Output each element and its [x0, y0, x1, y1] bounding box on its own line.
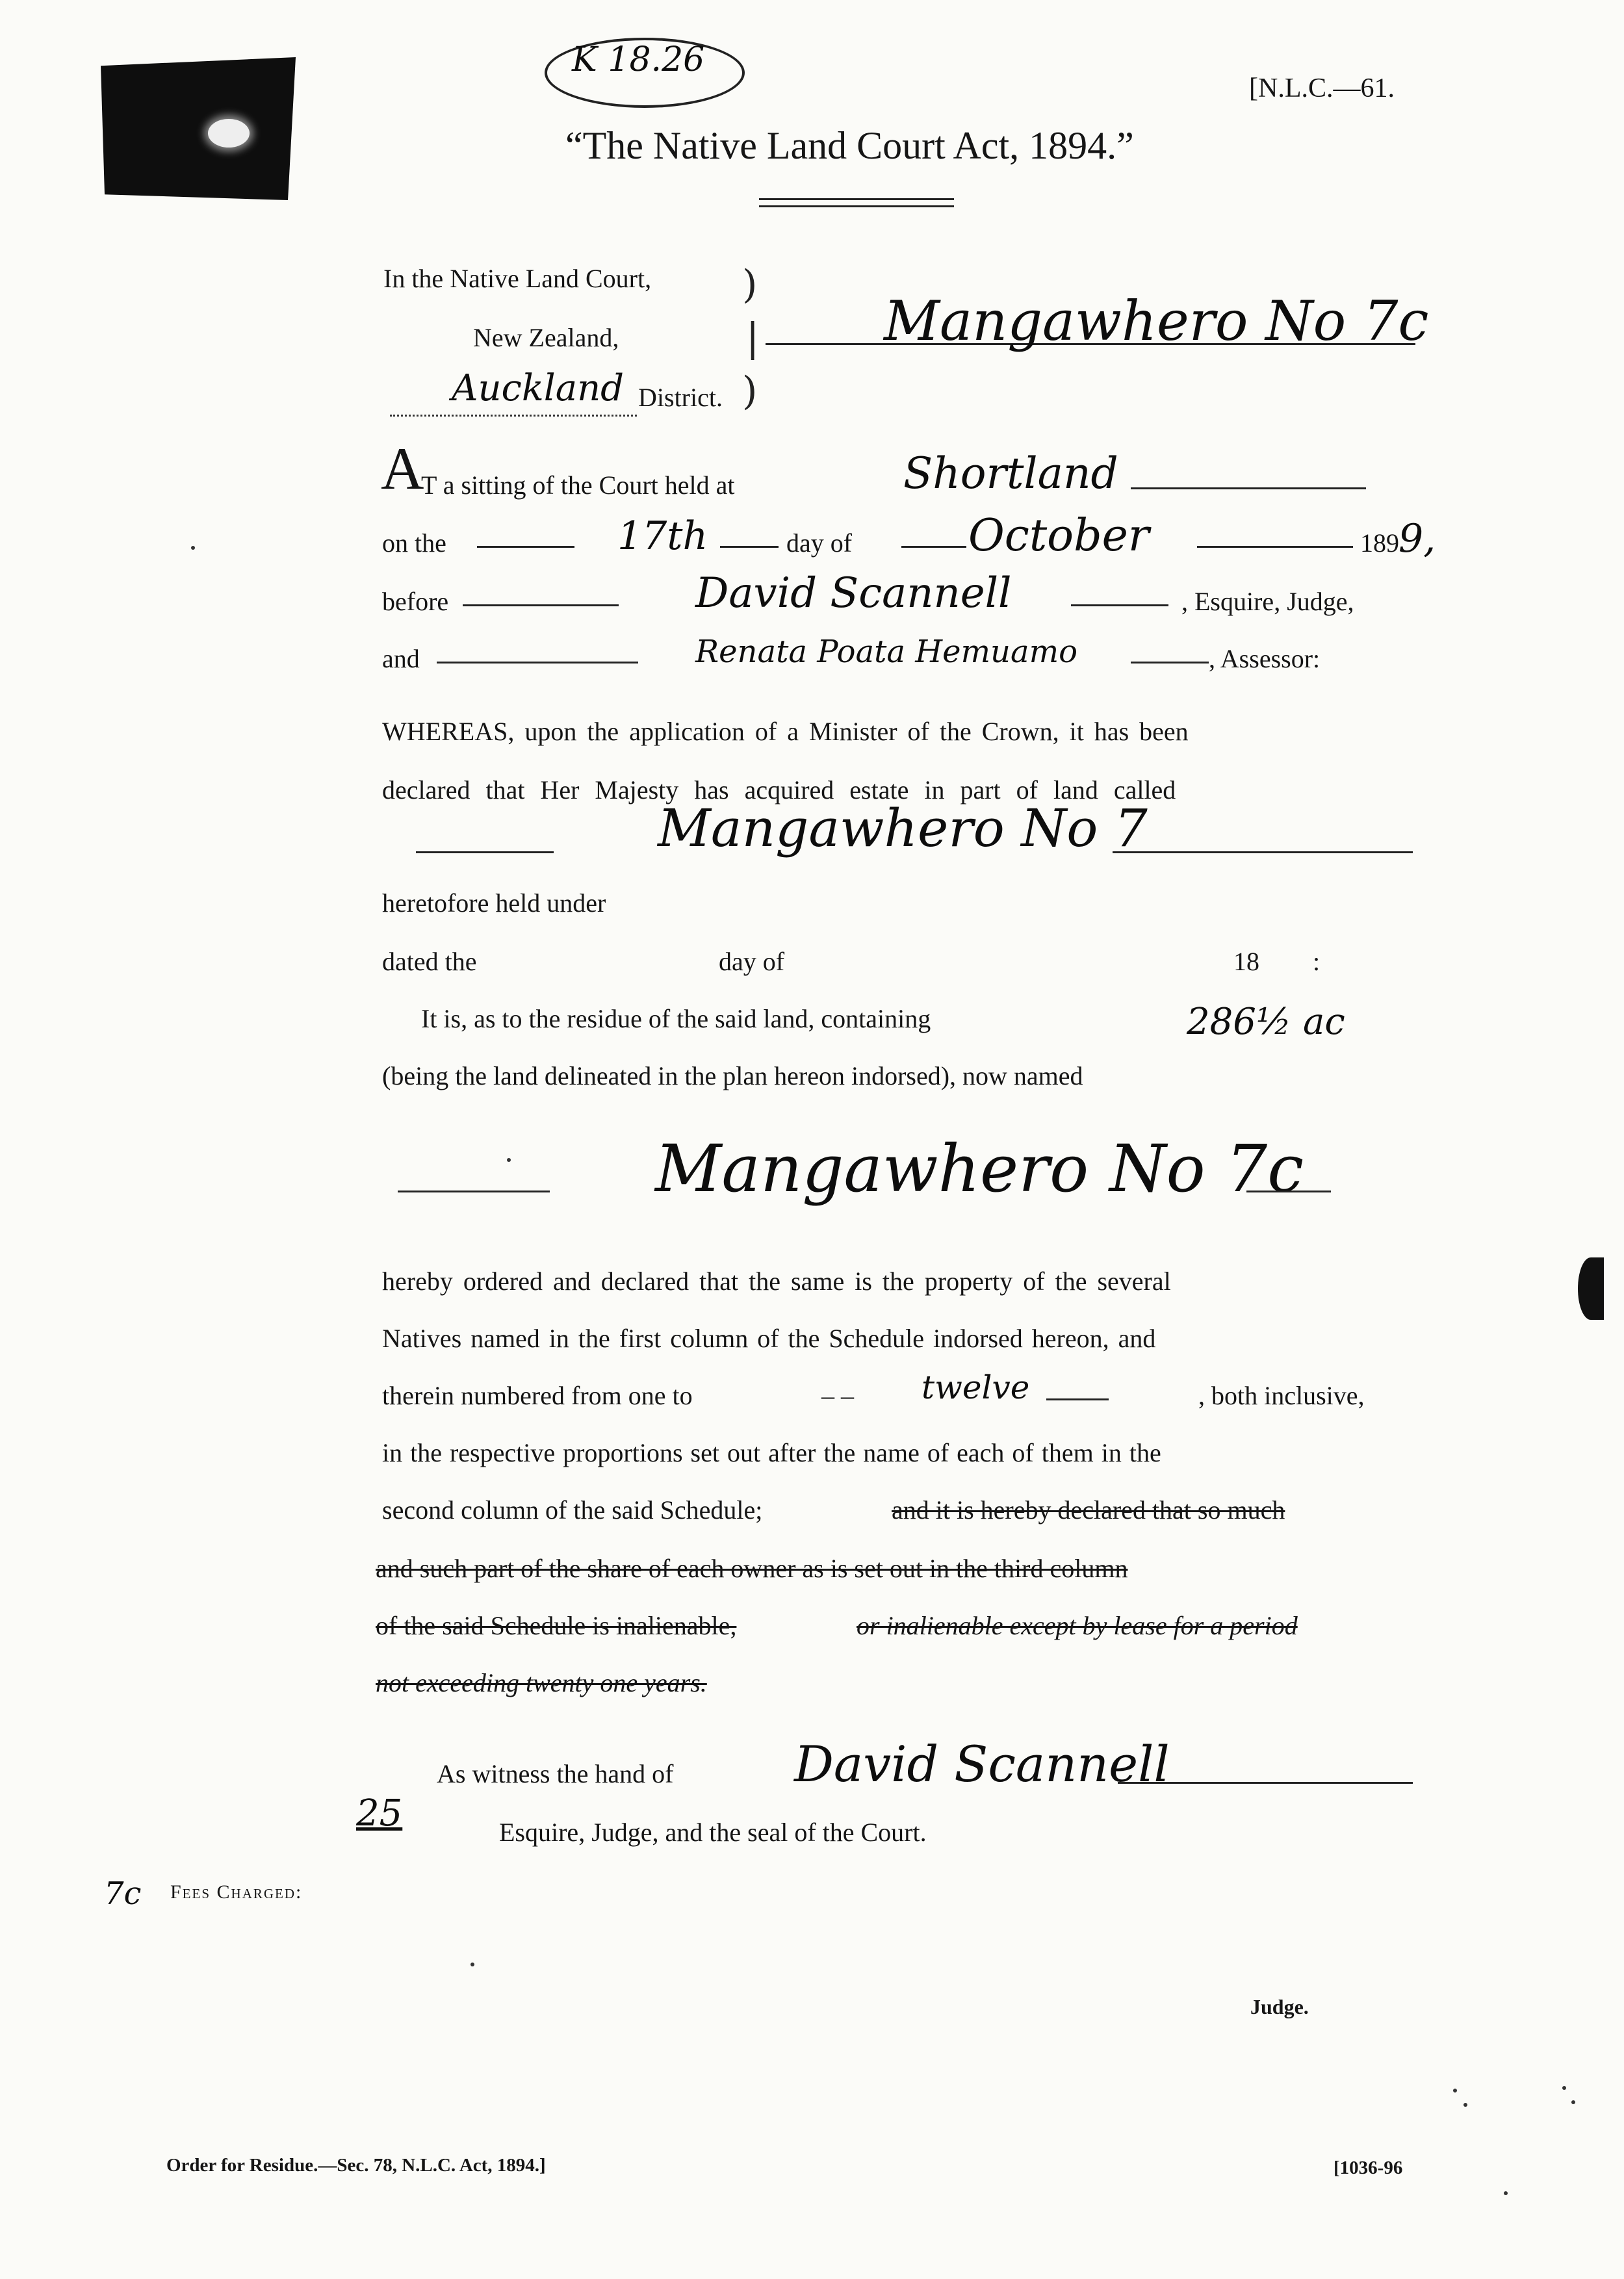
assessor-label: , Assessor: [1209, 644, 1321, 673]
judge-line-left [463, 604, 619, 606]
and-label: and [382, 644, 420, 673]
footer-left: Order for Residue.—Sec. 78, N.L.C. Act, 1894.] [166, 2155, 546, 2176]
area-value: 286½ ac [1187, 1001, 1345, 1043]
therein-dash: – – [821, 1381, 854, 1410]
court-line-1: In the Native Land Court, [383, 264, 652, 293]
assessor-line-left [437, 662, 638, 663]
struck-text-1: and it is hereby declared that so much [892, 1495, 1285, 1525]
dated-colon: : [1313, 947, 1321, 976]
struck-text-4: not exceeding twenty one years. [376, 1668, 707, 1697]
hereby-line-2: Natives named in the first column of the Schedule indorsed hereon, and [382, 1324, 1156, 1353]
sitting-lead: T a sitting of the Court held at [421, 470, 735, 500]
district-name: Auckland [452, 367, 625, 409]
whereas-line-1: WHEREAS, upon the application of a Minister of the Crown, it has been [382, 717, 1189, 746]
margin-mark: 25 [356, 1792, 403, 1835]
brace-mid: | [746, 315, 760, 361]
title-double-rule-top [759, 198, 954, 200]
speck [1504, 2191, 1508, 2195]
speck [1571, 2100, 1575, 2104]
day-line-right [720, 546, 779, 548]
struck-text-2: and such part of the share of each owner as is set out in the third column [376, 1554, 1128, 1583]
form-code: [N.L.C.—61. [1249, 73, 1395, 103]
before-label: before [382, 587, 449, 616]
second-column-line: second column of the said Schedule; [382, 1495, 763, 1525]
corner-photo-highlight [208, 119, 250, 148]
witness-label: As witness the hand of [437, 1759, 674, 1788]
month-line-right [1197, 546, 1353, 548]
on-the-label: on the [382, 528, 446, 558]
owner-count: twelve [922, 1369, 1030, 1406]
delineated-line: (being the land delineated in the plan hereon indorsed), now named [382, 1061, 1083, 1090]
page-edge-mark [1578, 1257, 1604, 1320]
witness-line-2: Esquire, Judge, and the seal of the Court. [499, 1818, 927, 1847]
brace-top: ) [742, 262, 758, 307]
dated-day-of-label: day of [719, 947, 785, 976]
title-double-rule-bottom [759, 205, 954, 207]
esquire-judge-label: , Esquire, Judge, [1181, 587, 1354, 616]
speck [1453, 2089, 1457, 2092]
assessor-line-right [1131, 662, 1209, 663]
year-digit: 9, [1398, 516, 1436, 561]
speck [191, 546, 195, 550]
heretofore-label: heretofore held under [382, 888, 606, 918]
land-called-line-left [416, 851, 554, 853]
year-prefix: 189 [1360, 528, 1399, 558]
day-of-label: day of [786, 528, 853, 558]
therein-label: therein numbered from one to [382, 1381, 693, 1410]
district-label: District. [638, 383, 723, 412]
struck-text-3b: or inalienable except by lease for a period [857, 1611, 1298, 1640]
court-line-2: New Zealand, [473, 323, 619, 352]
now-named-line-right [1246, 1191, 1331, 1192]
sitting-place: Shortland [903, 448, 1118, 498]
judge-line-right [1071, 604, 1168, 606]
land-called-line-right [1113, 851, 1413, 853]
both-inclusive: , both inclusive, [1198, 1381, 1365, 1410]
speck [507, 1158, 511, 1162]
assessor-name: Renata Poata Hemuamo [695, 634, 1077, 670]
hereby-line-1: hereby ordered and declared that the same is the property of the several [382, 1267, 1171, 1296]
now-named-name: Mangawhero No 7c [655, 1131, 1304, 1207]
sitting-place-line [1131, 487, 1366, 489]
speck [470, 1963, 474, 1966]
residue-line: It is, as to the residue of the said land, containing [421, 1004, 931, 1033]
now-named-line-left [398, 1191, 550, 1192]
month-line-left [901, 546, 966, 548]
whereas-line-2: declared that Her Majesty has acquired estate in part of land called [382, 775, 1176, 805]
fees-amount: 7c [104, 1875, 142, 1912]
land-called-name: Mangawhero No 7 [658, 798, 1148, 858]
brace-bottom: ) [742, 368, 758, 414]
speck [1562, 2086, 1566, 2090]
district-dotted-line [390, 415, 637, 417]
struck-text-3a: of the said Schedule is inalienable, [376, 1611, 737, 1640]
footer-right: [1036-96 [1334, 2157, 1403, 2178]
judge-name: David Scannell [695, 569, 1012, 617]
dated-year-18: 18 [1233, 947, 1259, 976]
file-stamp-text: K 18.26 [572, 40, 705, 79]
witness-line [1118, 1782, 1413, 1784]
day-line-left [477, 546, 574, 548]
month: October [968, 510, 1150, 561]
owner-count-line [1046, 1398, 1109, 1400]
block-name: Mangawhero No 7c [884, 289, 1429, 353]
act-title: “The Native Land Court Act, 1894.” [565, 124, 1134, 167]
drop-cap: A [381, 435, 424, 502]
respective-line: in the respective proportions set out after the name of each of them in the [382, 1438, 1161, 1467]
witness-name: David Scannell [794, 1735, 1170, 1793]
speck [1463, 2103, 1467, 2107]
corner-photo-image [101, 57, 296, 200]
fees-label: Fees Charged: [170, 1881, 303, 1903]
judge-signature-label: Judge. [1250, 1995, 1309, 2018]
dated-the-label: dated the [382, 947, 477, 976]
day-number: 17th [617, 513, 708, 559]
